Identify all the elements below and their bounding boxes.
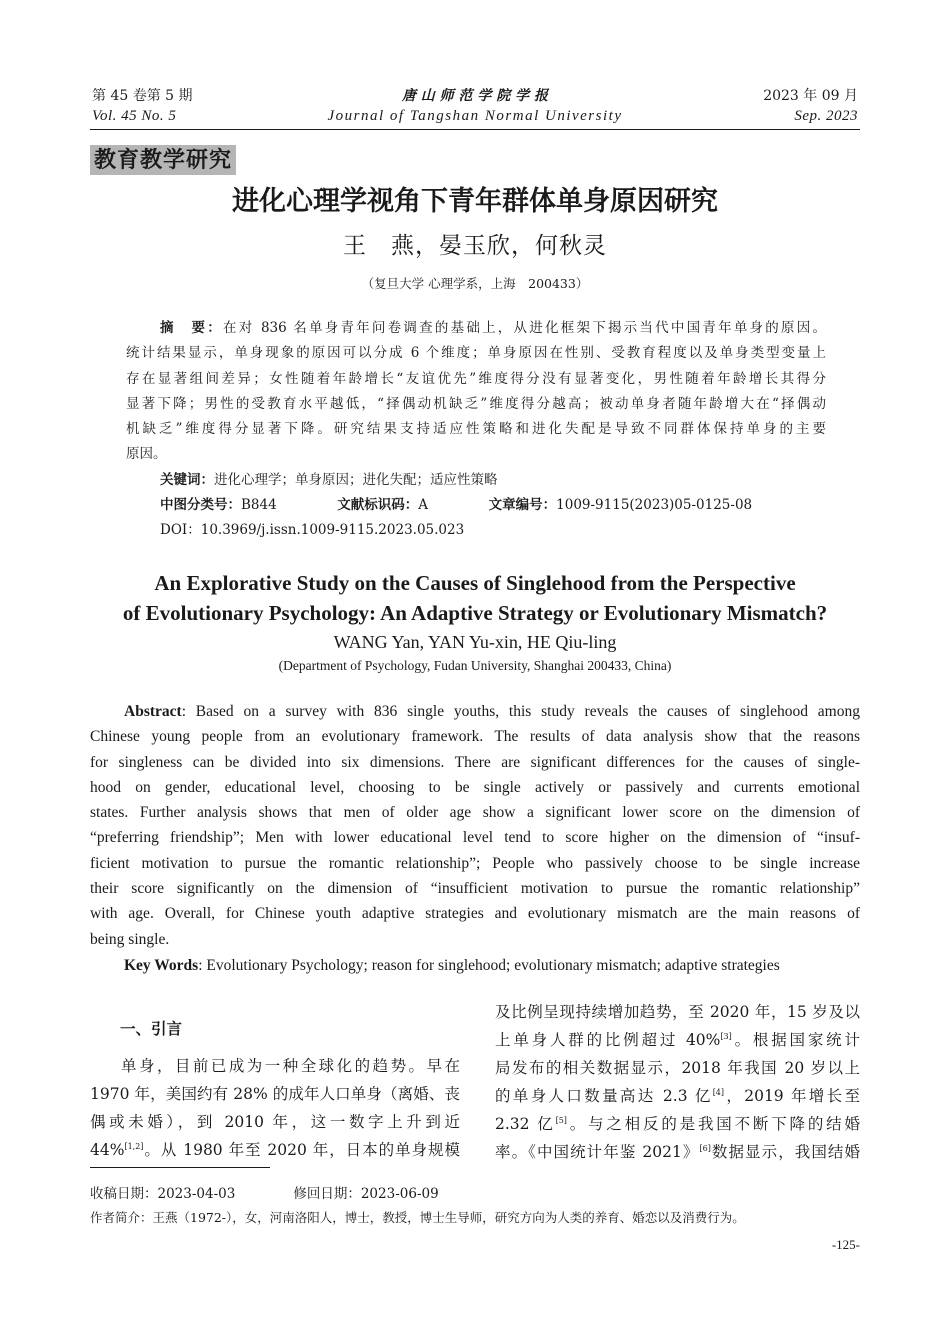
abstract-en-label: Abstract	[124, 703, 182, 720]
column-label: 教育教学研究	[90, 145, 236, 175]
authors-cn: 王 燕，晏玉欣，何秋灵	[343, 233, 607, 259]
revised-date: 修回日期：2023-06-09	[293, 1186, 439, 1202]
doi: DOI：10.3969/j.issn.1009-9115.2023.05.023	[160, 522, 465, 538]
author-bio: 作者简介：王燕（1972-），女，河南洛阳人，博士，教授，博士生导师，研究方向为人类的养育、婚恋以及消费行为。	[90, 1210, 745, 1225]
header-issue-en: Vol. 45 No. 5	[92, 108, 177, 124]
keywords-en-label: Key Words	[124, 957, 199, 974]
keywords-cn-label: 关键词：	[160, 472, 214, 488]
section-left-column: 单身，目前已成为一种全球化的趋势。早在 1970 年，美国约有 28% 的成年人口单身（离婚、丧 偶或未婚），到 2010 年，这一数字上升到近 44%[1,2]。从 1980 年至 2020 年，日本的单身规模	[90, 1057, 460, 1159]
received-date: 收稿日期：2023-04-03	[90, 1186, 236, 1202]
title-en: An Explorative Study on the Causes of Singlehood from the Perspective of Evolutionary Psychology: An Adaptive Strategy or Evolutionary Mismatch?	[122, 571, 828, 625]
section-heading: 一、引言	[120, 1020, 183, 1038]
abstract-cn-label: 摘 要：	[160, 320, 223, 336]
header-date-en: Sep. 2023	[794, 108, 858, 124]
section-right-column: 及比例呈现持续增加趋势，至 2020 年，15 岁及以 上单身人群的比例超过 40%[3]。根据国家统计 局发布的相关数据显示，2018 年我国 20 岁以上 的单身人口数量高达 2.3 亿[4]，2019 年增长至 2.32 亿[5]。与之相反的是我国不断下降的结婚 率。《中国统计年鉴 2021》[6]数据显示，我国结婚	[495, 1003, 860, 1161]
authors-en: WANG Yan, YAN Yu-xin, HE Qiu-ling	[333, 632, 617, 652]
footnote-rule	[90, 1167, 270, 1168]
header-issue-cn: 第 45 卷第 5 期	[92, 88, 193, 104]
header-journal-en: Journal of Tangshan Normal University	[327, 108, 623, 124]
abstract-cn: 摘 要：在对 836 名单身青年问卷调查的基础上，从进化框架下揭示当代中国青年单身的原因。 统计结果显示，单身现象的原因可以分成 6 个维度；单身原因在性别、受教育程度以及单身类型变量上 存在显著组间差异；女性随着年龄增长“友谊优先”维度得分没有显著变化，男性随着年龄增长其得分 显著下降；男性的受教育水平越低，“择偶动机缺乏”维度得分越高；被动单身者随年龄增大在“择偶动 机缺乏”维度得分显著下降。研究结果支持适应性策略和进化失配是导致不同群体保持单身的主要 原因。	[126, 320, 827, 463]
affiliation-cn: （复旦大学 心理学系，上海 200433）	[361, 276, 589, 291]
keywords-en: Key Words: Evolutionary Psychology; reason for singlehood; evolutionary mismatch; adaptive strategies	[124, 957, 780, 974]
header-rule	[90, 129, 860, 130]
footnote-dates	[90, 1183, 439, 1205]
keywords-cn: 关键词：进化心理学；单身原因；进化失配；适应性策略	[160, 472, 498, 488]
page-title: 进化心理学视角下青年群体单身原因研究	[232, 186, 718, 217]
abstract-en: Abstract: Based on a survey with 836 single youths, this study reveals the causes of singlehood among Chinese young people from an evolutionary framework. The results of data analysis show that the reasons for singleness can be divided into six dimensions. There are significant differences for the causes of single- hood on gender, educational level, choosing to be single actively or passively and currents emotional states. Further analysis shows that men of older age show a significant lower score on the dimension of “preferring friendship”; Men with lower educational level tend to score higher on the dimension of “insuf- ficient motivation to pursue the romantic relationship”; People who passively choose to be single increase their score significantly on the dimension of “insufficient motivation to pursue the romantic relationship” with age. Overall, for Chinese youth adaptive strategies and evolutionary mismatch are the main reasons of being single.	[90, 703, 860, 948]
header-journal-cn: 唐 山 师 范 学 院 学 报	[401, 88, 549, 104]
affiliation-en: (Department of Psychology, Fudan University, Shanghai 200433, China)	[278, 658, 672, 673]
header-date-cn: 2023 年 09 月	[763, 88, 858, 104]
classification-line: 中图分类号：B844 文献标识码：A 文章编号：1009-9115(2023)05-0125-08	[160, 497, 753, 513]
page-number: -125-	[831, 1237, 860, 1252]
